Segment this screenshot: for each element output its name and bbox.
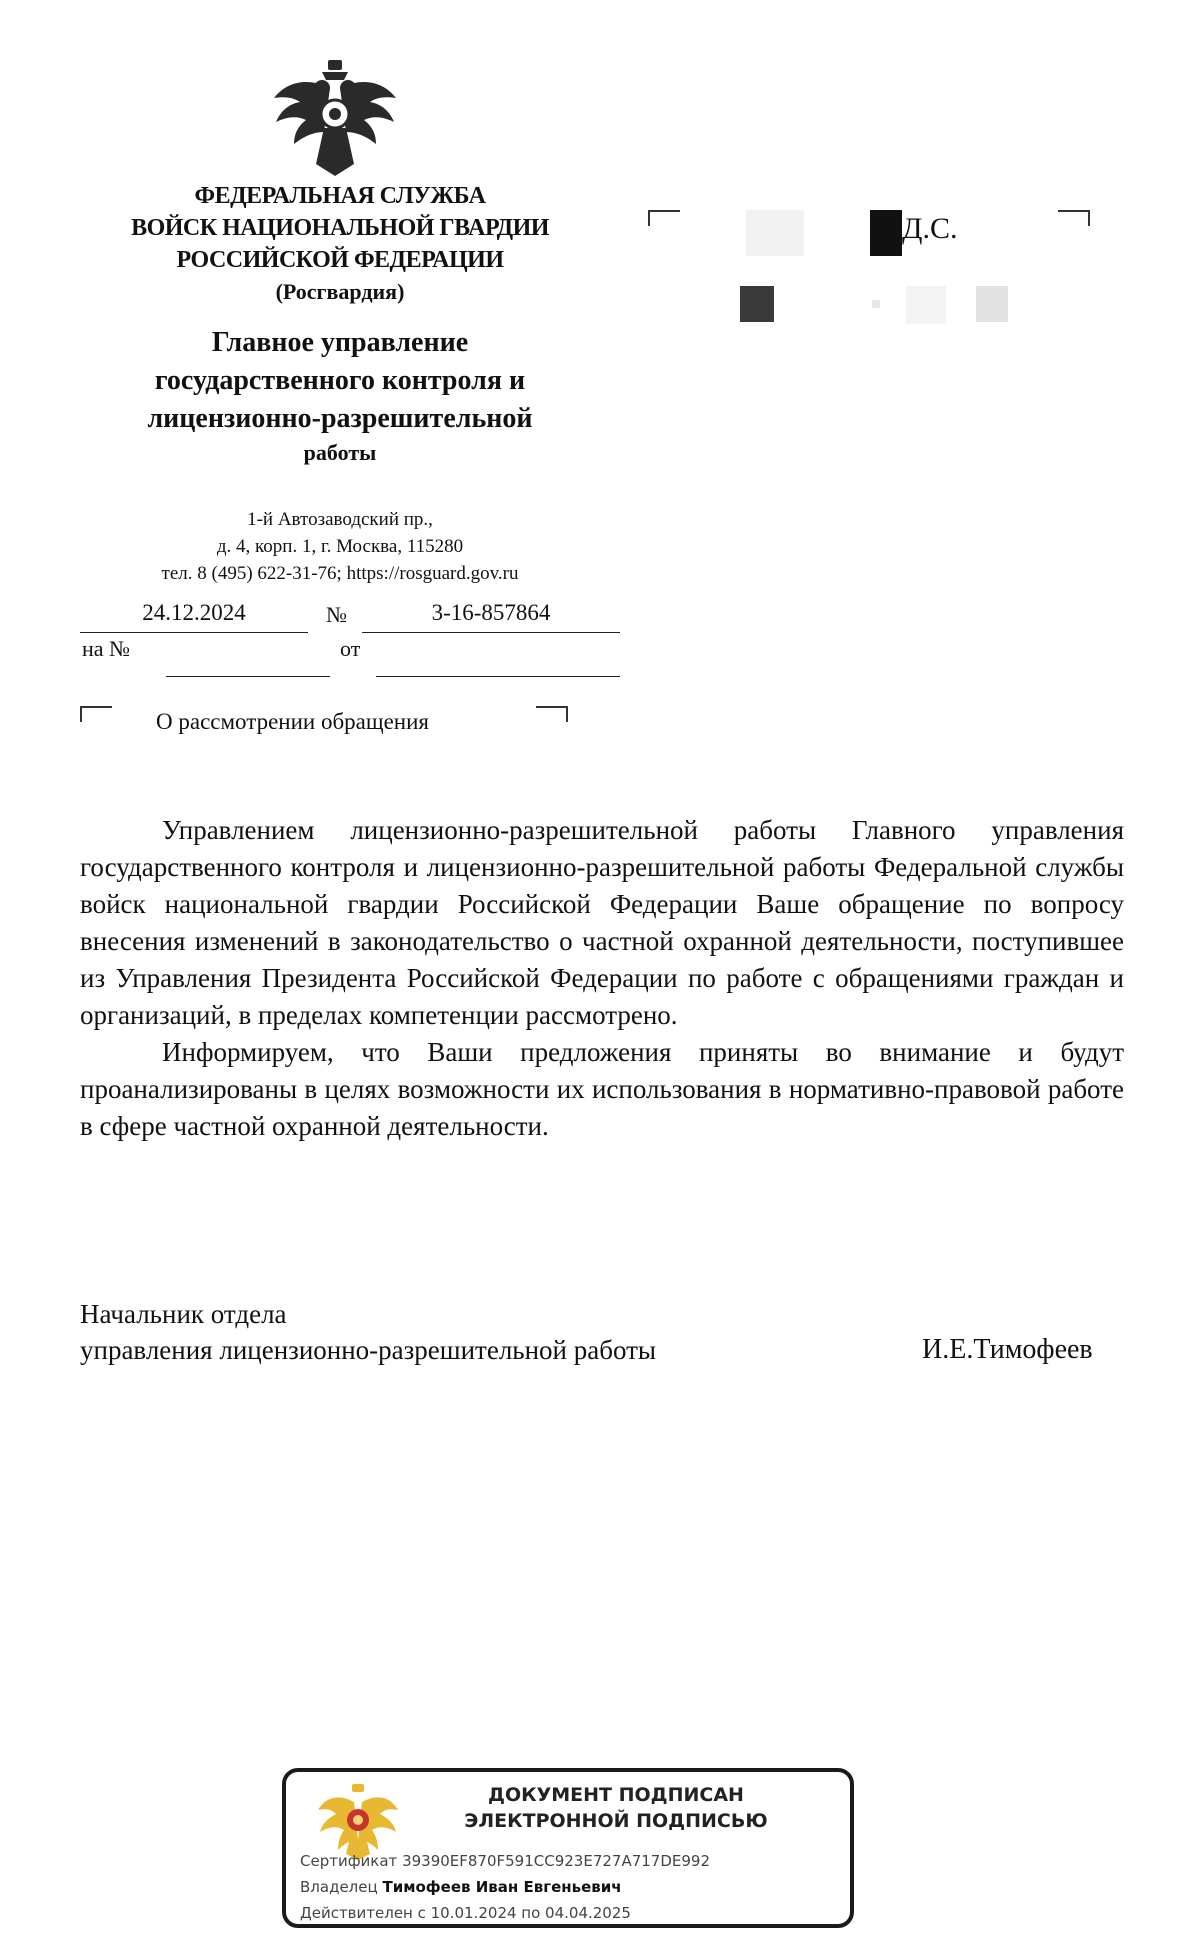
validity-row: Действителен с 10.01.2024 по 04.04.2025	[300, 1904, 631, 1922]
dept-line: лицензионно-разрешительной	[147, 403, 533, 434]
organization-name	[90, 180, 590, 308]
redaction-mark	[976, 286, 1008, 322]
subject-corner-right	[536, 706, 568, 722]
address-line: 1-й Автозаводский пр.,	[247, 509, 433, 530]
redaction-mark	[870, 210, 902, 256]
dept-line: работы	[303, 440, 377, 465]
reply-to-date-line	[376, 644, 620, 677]
body-paragraph: Управлением лицензионно-разрешительной работы Главного управления государственного контроля и лицензионно-разрешительной работы Федеральной службы войск национальной гвардии Российской Федерации Ваше обращение по вопросу внесения изменений в законодательство о частной охранной деятельности, поступившее из Управления Президента Российской Федерации по работе с обращениями граждан и организаций, в пределах компетенции рассмотрено.	[80, 815, 1124, 1030]
gold-eagle-icon	[318, 1784, 398, 1860]
address-line: тел. 8 (495) 622-31-76; https://rosguard.gov.ru	[161, 563, 519, 584]
eagle-emblem-icon	[270, 58, 400, 178]
owner-row	[300, 1878, 622, 1896]
number-label: №	[326, 602, 347, 627]
dept-line: государственного контроля и	[154, 365, 526, 396]
redaction-mark	[746, 210, 804, 256]
subject-line: О рассмотрении обращения	[156, 709, 429, 734]
registration-date: 24.12.2024	[80, 600, 308, 633]
letter-body	[80, 812, 1124, 1145]
from-label: от	[340, 636, 361, 661]
recipient-corner-left	[648, 210, 680, 226]
dept-line: Главное управление	[211, 327, 469, 358]
redaction-mark	[906, 286, 946, 324]
reply-to-number-line	[166, 644, 330, 677]
stamp-title-line: ЭЛЕКТРОННОЙ ПОДПИСЬЮ	[464, 1810, 768, 1832]
department-name	[90, 324, 590, 468]
registration-number: 3-16-857864	[362, 600, 620, 633]
stamp-title-line: ДОКУМЕНТ ПОДПИСАН	[488, 1784, 744, 1806]
certificate-label: Сертификат	[300, 1852, 398, 1870]
address-block	[90, 506, 590, 587]
org-line: РОССИЙСКОЙ ФЕДЕРАЦИИ	[176, 247, 504, 273]
recipient-initials: Д.С.	[902, 212, 958, 245]
electronic-signature-stamp	[282, 1768, 854, 1928]
redaction-mark	[872, 300, 880, 308]
org-short-name: (Росгвардия)	[275, 279, 405, 304]
certificate-id: 39390EF870F591CC923E727A717DE992	[402, 1852, 711, 1870]
owner-name: Тимофеев Иван Евгеньевич	[382, 1878, 622, 1896]
owner-label: Владелец	[300, 1878, 378, 1896]
org-line: ФЕДЕРАЛЬНАЯ СЛУЖБА	[194, 183, 486, 209]
signatory-name: И.Е.Тимофеев	[922, 1334, 1093, 1365]
recipient-corner-right	[1058, 210, 1090, 226]
body-paragraph: Информируем, что Ваши предложения приняты во внимание и будут проанализированы в целях возможности их использования в нормативно-правовой работе в сфере частной охранной деятельности.	[80, 1037, 1124, 1141]
reply-to-label: на №	[82, 636, 131, 661]
certificate-row	[300, 1852, 710, 1870]
address-line: д. 4, корп. 1, г. Москва, 115280	[216, 536, 464, 557]
position-line: управления лицензионно-разрешительной работы	[80, 1335, 657, 1365]
org-line: ВОЙСК НАЦИОНАЛЬНОЙ ГВАРДИИ	[131, 215, 549, 241]
subject-corner-left	[80, 706, 112, 722]
stamp-title	[416, 1782, 816, 1834]
signatory-position	[80, 1296, 656, 1368]
position-line: Начальник отдела	[80, 1299, 287, 1329]
redaction-mark	[740, 286, 774, 322]
